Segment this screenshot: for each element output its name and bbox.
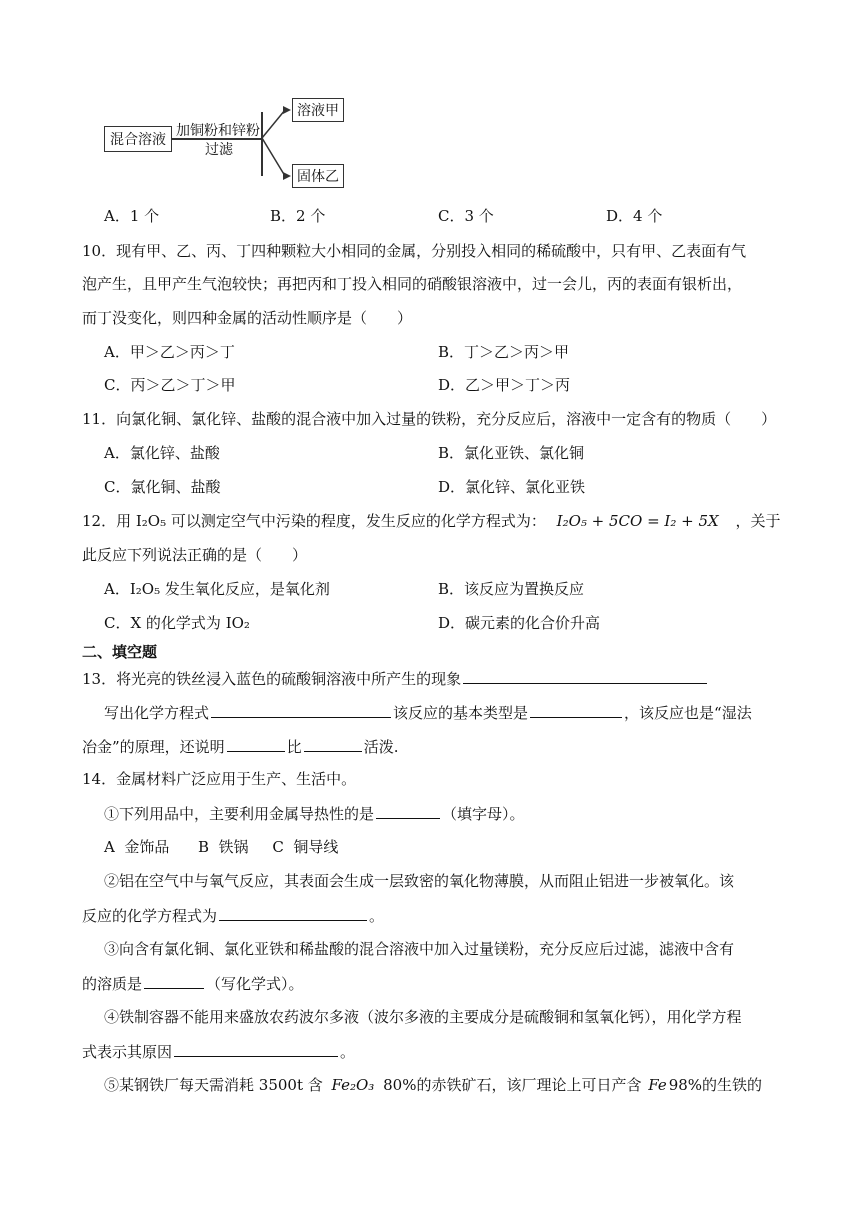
- q13-blank-metal2[interactable]: [304, 735, 362, 752]
- q11-option-b: B．氯化亚铁、氯化铜: [438, 444, 585, 462]
- diagram-out-bottom-label: 固体乙: [297, 169, 339, 185]
- q12-option-c: C．X 的化学式为 IO₂: [104, 614, 250, 632]
- q12-prefix: 12．用 I₂O₅ 可以测定空气中污染的程度，发生反应的化学方程式为：: [82, 512, 546, 530]
- q14-part3-line1: ③向含有氯化铜、氯化亚铁和稀盐酸的混合溶液中加入过量镁粉，充分反应后过滤，滤液中含有: [104, 940, 735, 958]
- q12-option-d: D．碳元素的化合价升高: [438, 614, 601, 632]
- q11-line1: 11．向氯化铜、氯化锌、盐酸的混合液中加入过量的铁粉，充分反应后，溶液中一定含有的物质（ ）: [82, 410, 777, 428]
- diagram-out-top-label: 溶液甲: [297, 103, 339, 119]
- q13-phenomenon-label: 13．将光亮的铁丝浸入蓝色的硫酸铜溶液中所产生的现象: [82, 670, 462, 688]
- q13-compare: 比: [286, 738, 302, 756]
- q13-line3-end: 活泼.: [363, 738, 399, 756]
- q12-option-b: B．该反应为置换反应: [438, 580, 585, 598]
- q12-equation: I₂O₅ + 5CO = I₂ + 5X: [556, 512, 719, 530]
- q9-option-a: A．1 个: [104, 207, 160, 225]
- q14-part5-c: 80%的赤铁矿石，该厂理论上可日产含: [383, 1076, 642, 1094]
- q12-option-a: A．I₂O₅ 发生氧化反应，是氧化剂: [104, 580, 330, 598]
- q13-blank-phenomenon[interactable]: [463, 667, 707, 684]
- diagram-arrows: [255, 100, 295, 190]
- q14-part2-line1: ②铝在空气中与氧气反应，其表面会生成一层致密的氧化物薄膜，从而阻止铝进一步被氧化。该: [104, 872, 735, 890]
- q14-part1-options: A 金饰品 B 铁锅 C 铜导线: [104, 838, 339, 856]
- q12-suffix: ，关于: [735, 512, 781, 530]
- q10-line3: 而丁没变化，则四种金属的活动性顺序是（ ）: [82, 309, 413, 327]
- q14-part5-fe: Fe: [648, 1076, 667, 1094]
- q14-blank-part3[interactable]: [144, 972, 204, 989]
- q14-blank-part1[interactable]: [376, 802, 440, 819]
- q14-part5-e: 98%的生铁的: [668, 1076, 763, 1094]
- q14-intro: 14．金属材料广泛应用于生产、生活中。: [82, 770, 357, 788]
- q14-part1-text: ①下列用品中，主要利用金属导热性的是: [104, 805, 375, 823]
- q10-option-d: D．乙＞甲＞丁＞丙: [438, 376, 571, 394]
- q14-part5-formula: Fe₂O₃: [331, 1076, 375, 1094]
- q10-option-c: C．丙＞乙＞丁＞甲: [104, 376, 236, 394]
- q11-option-d: D．氯化锌、氯化亚铁: [438, 478, 586, 496]
- q14-part5-a: ⑤某钢铁厂每天需消耗 3500t 含: [104, 1076, 323, 1094]
- section-heading: 二、填空题: [82, 643, 158, 661]
- q13-line3: [82, 735, 398, 757]
- q13-blank-metal1[interactable]: [227, 735, 285, 752]
- q10-option-a: A．甲＞乙＞丙＞丁: [104, 343, 235, 361]
- q12-line1: [82, 510, 781, 531]
- q14-blank-part2[interactable]: [219, 904, 367, 921]
- q10-option-b: B．丁＞乙＞丙＞甲: [438, 343, 570, 361]
- q14-part2-label: 反应的化学方程式为: [82, 907, 218, 925]
- diagram-out-top-box: [292, 98, 344, 122]
- q13-blank-type[interactable]: [530, 701, 622, 718]
- q13-line1: [82, 667, 709, 689]
- q14-part2-end: 。: [369, 907, 385, 925]
- q13-line2: [104, 701, 752, 723]
- q14-blank-part4[interactable]: [174, 1040, 338, 1057]
- q14-part1: [104, 802, 525, 824]
- q14-part3-end: （写化学式）。: [206, 975, 304, 993]
- q10-line2: 泡产生，且甲产生气泡较快；再把丙和丁投入相同的硝酸银溶液中，过一会儿，丙的表面有银析出，: [82, 275, 743, 293]
- q13-blank-equation[interactable]: [211, 701, 391, 718]
- q14-part5-line1: [104, 1074, 762, 1095]
- diagram-step-top: 加铜粉和锌粉: [176, 123, 260, 139]
- q11-option-a: A．氯化锌、盐酸: [104, 444, 220, 462]
- diagram-out-bottom-box: [292, 164, 344, 188]
- q10-line1: 10．现有甲、乙、丙、丁四种颗粒大小相同的金属，分别投入相同的稀硫酸中，只有甲、乙表面有气: [82, 242, 747, 260]
- q14-part4-line2: [82, 1040, 355, 1062]
- q13-line3-start: 冶金”的原理，还说明: [82, 738, 225, 756]
- q13-line2-end: ，该反应也是“湿法: [624, 704, 752, 722]
- diagram-start-box: [104, 126, 172, 152]
- q14-part2-line2: [82, 904, 384, 926]
- q9-option-b: B．2 个: [270, 207, 326, 225]
- diagram-start-label: 混合溶液: [110, 132, 166, 148]
- q14-part3-label: 的溶质是: [82, 975, 143, 993]
- q12-line2: 此反应下列说法正确的是（ ）: [82, 546, 308, 564]
- diagram-step-bottom: 过滤: [205, 142, 233, 158]
- q13-equation-label: 写出化学方程式: [104, 704, 210, 722]
- q9-option-d: D．4 个: [606, 207, 663, 225]
- q13-type-label: 该反应的基本类型是: [393, 704, 529, 722]
- q14-part4-line1: ④铁制容器不能用来盛放农药波尔多液（波尔多液的主要成分是硫酸铜和氢氧化钙），用化学方程: [104, 1008, 742, 1026]
- q9-option-c: C．3 个: [438, 207, 494, 225]
- q14-part4-end: 。: [340, 1043, 356, 1061]
- q14-part1-end: （填字母）。: [442, 805, 525, 823]
- q14-part3-line2: [82, 972, 304, 994]
- q11-option-c: C．氯化铜、盐酸: [104, 478, 221, 496]
- q14-part4-label: 式表示其原因: [82, 1043, 173, 1061]
